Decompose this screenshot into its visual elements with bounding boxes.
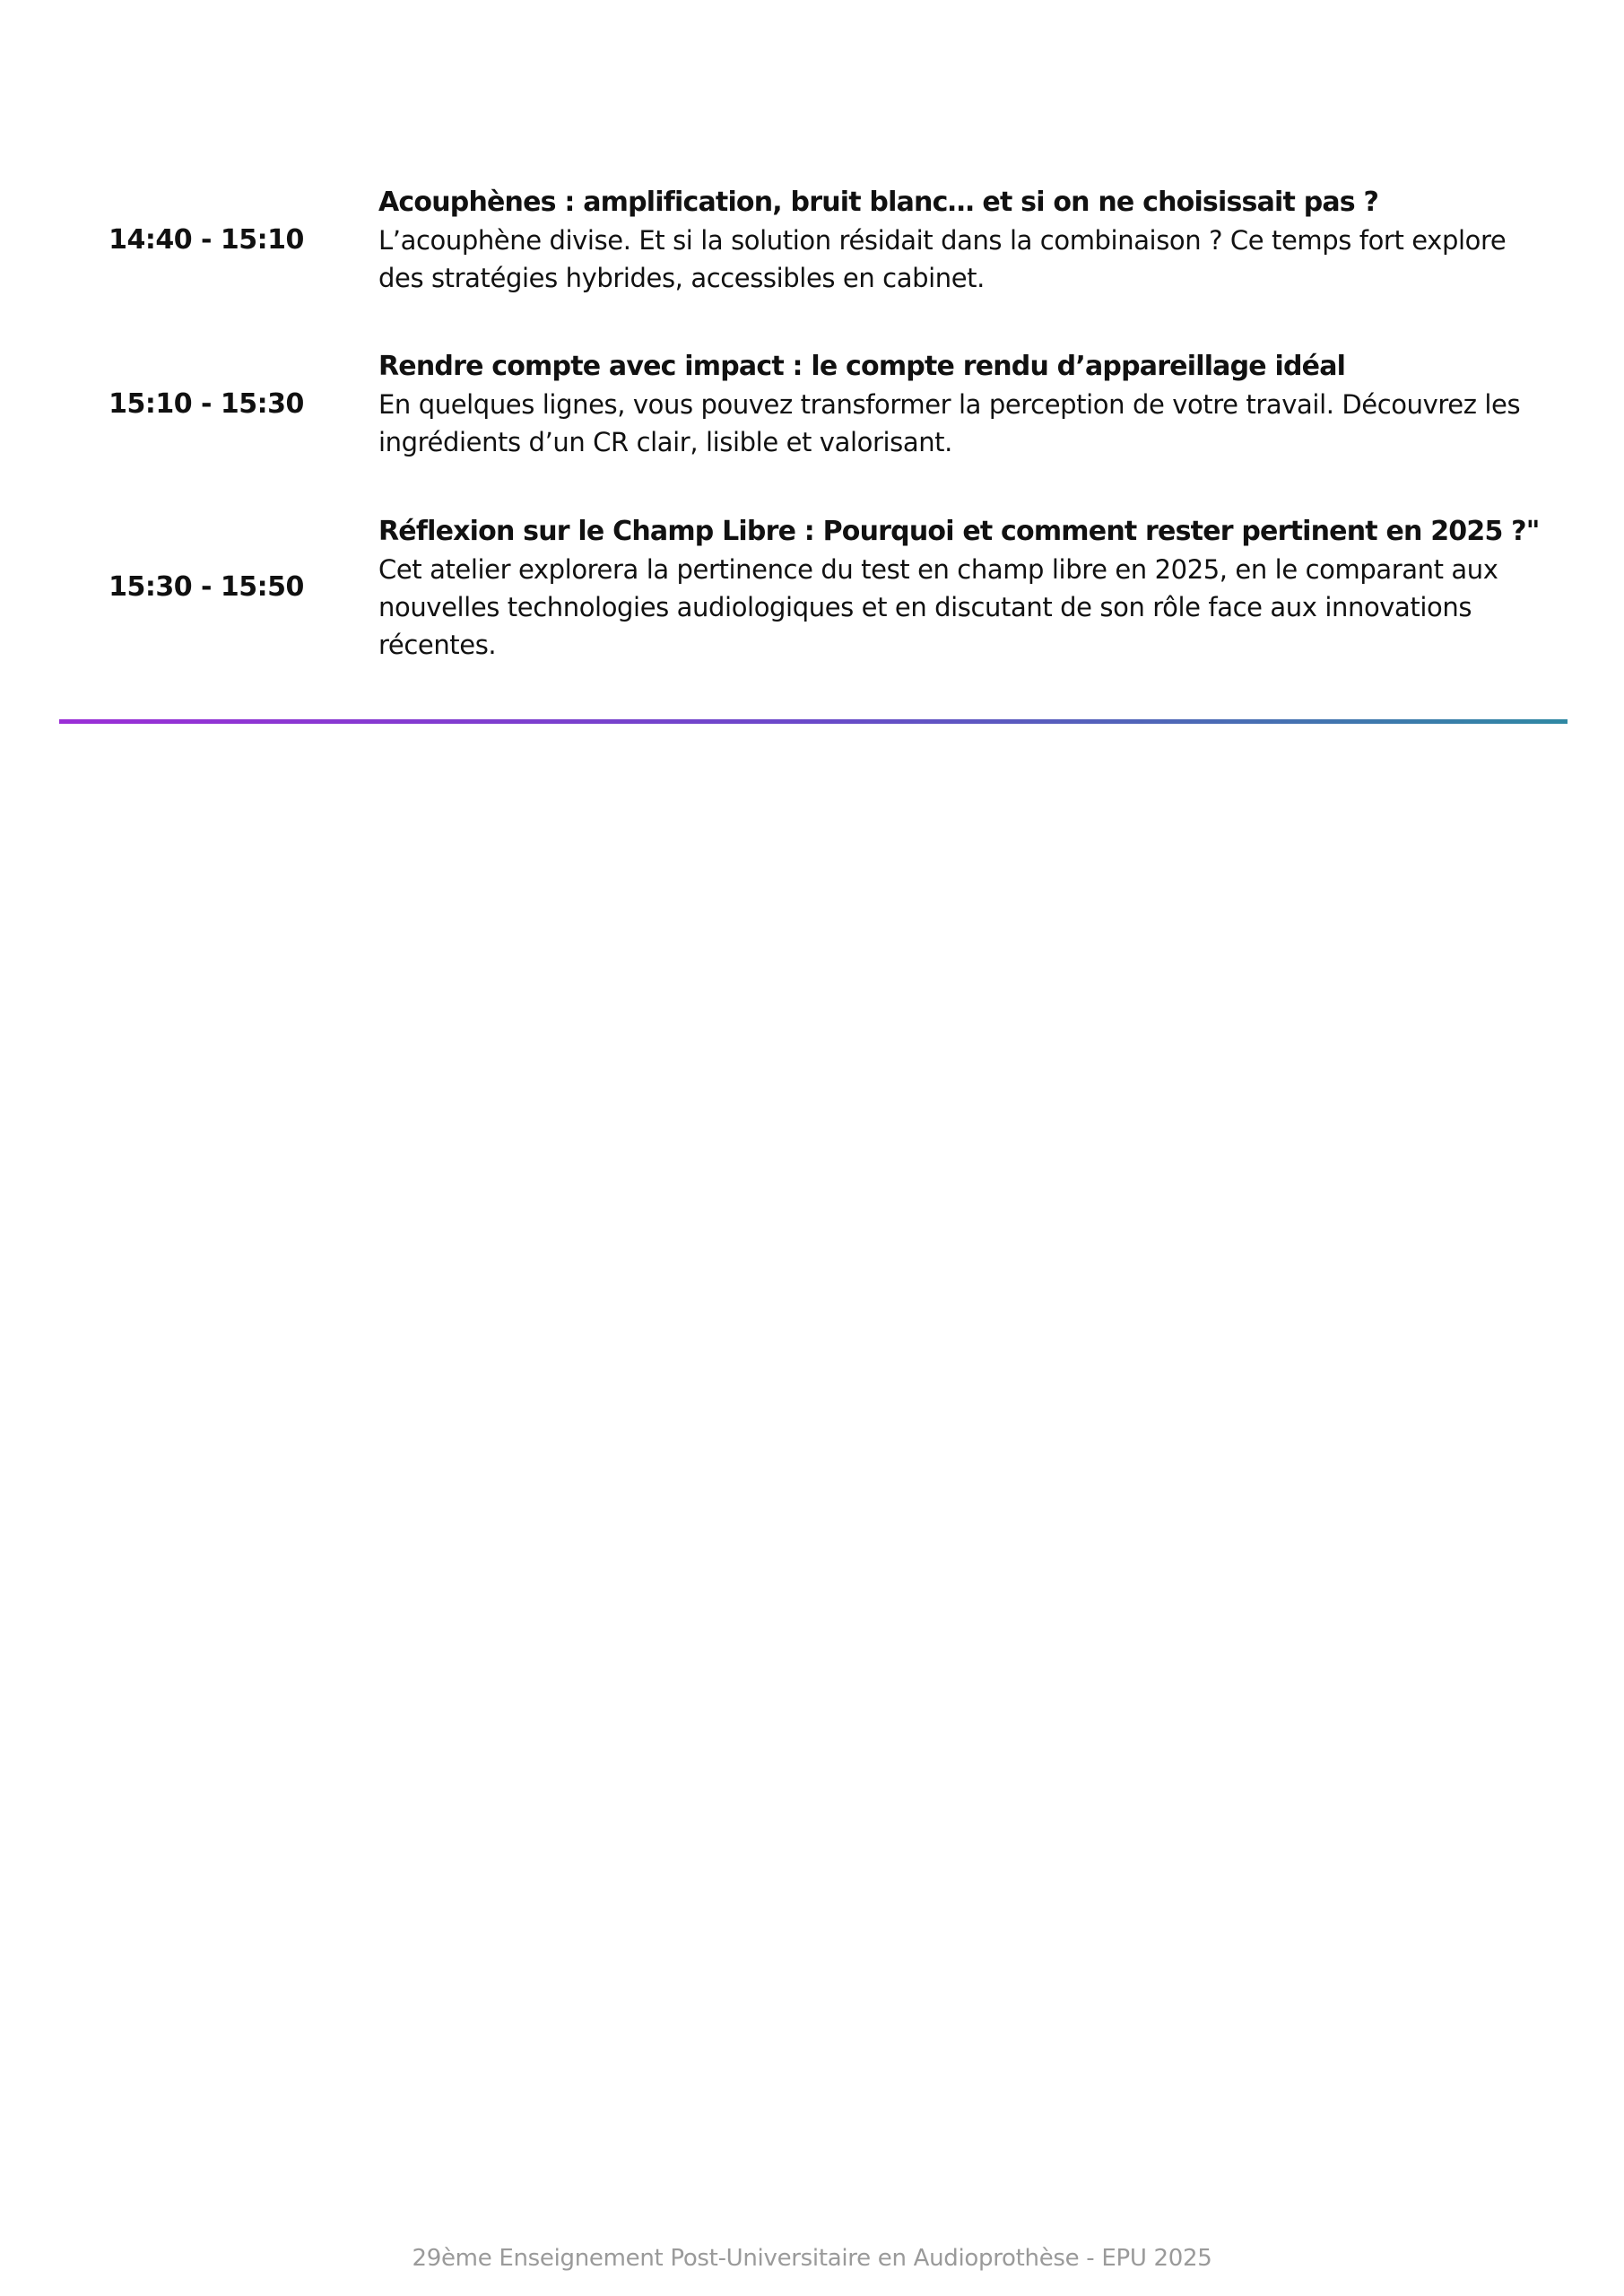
page-footer: 29ème Enseignement Post-Universitaire en Audioprothèse - EPU 2025 bbox=[412, 2245, 1212, 2272]
session-content bbox=[378, 513, 1544, 664]
session-description-line: En quelques lignes, vous pouvez transformer la perception de votre travail. Découvrez les bbox=[378, 389, 1521, 420]
session-description-line: nouvelles technologies audiologiques et en discutant de son rôle face aux innovations bbox=[378, 592, 1472, 622]
session-description-line: des stratégies hybrides, accessibles en cabinet. bbox=[378, 263, 985, 293]
session-description-line: récentes. bbox=[378, 630, 497, 660]
session-content bbox=[378, 184, 1544, 297]
session-description-line: Cet atelier explorera la pertinence du test en champ libre en 2025, en le comparant aux bbox=[378, 554, 1498, 585]
session-title: Réflexion sur le Champ Libre : Pourquoi et comment rester pertinent en 2025 ?" bbox=[378, 516, 1540, 547]
session-time: 15:30 - 15:50 bbox=[109, 571, 304, 603]
session-description-line: ingrédients d’un CR clair, lisible et valorisant. bbox=[378, 427, 952, 457]
session-title: Acouphènes : amplification, bruit blanc… et si on ne choisissait pas ? bbox=[378, 187, 1379, 218]
session-time: 15:10 - 15:30 bbox=[109, 388, 304, 420]
session-time: 14:40 - 15:10 bbox=[109, 224, 304, 256]
session-title: Rendre compte avec impact : le compte rendu d’appareillage idéal bbox=[378, 351, 1346, 382]
session-content bbox=[378, 348, 1544, 461]
session-description-line: L’acouphène divise. Et si la solution résidait dans la combinaison ? Ce temps fort explore bbox=[378, 225, 1507, 256]
gradient-divider bbox=[59, 719, 1568, 724]
